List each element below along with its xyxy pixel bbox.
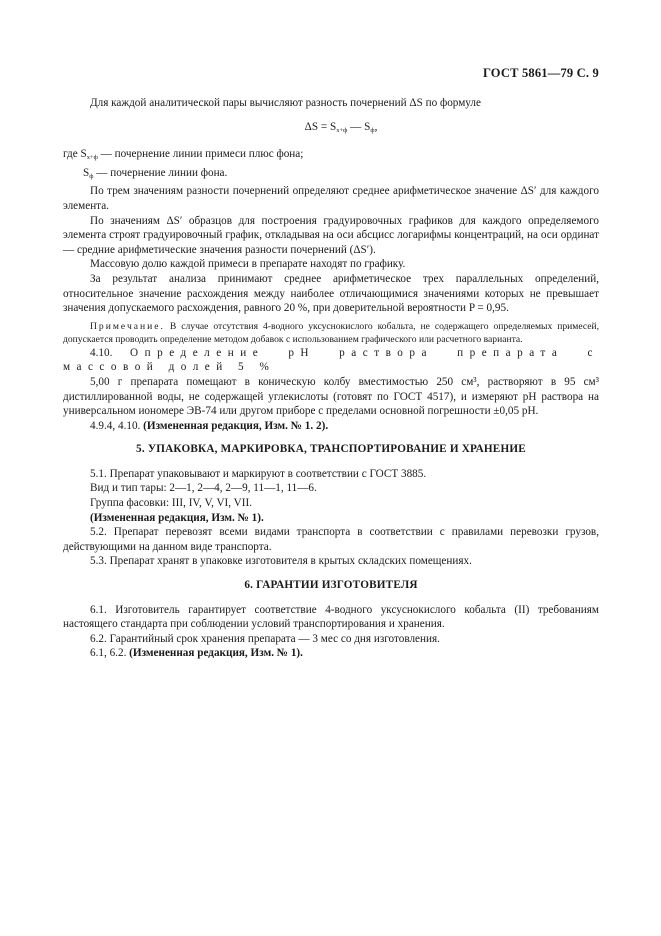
section-5-p6: 5.3. Препарат хранят в упаковке изготовителя в крытых складских помещениях.: [90, 555, 472, 568]
formula-sub2: ф: [370, 126, 375, 134]
paragraph-result: За результат анализа принимают среднее арифметическое трех параллельных определений, относительное значение расхождения между наиболее отличающимися значениями которых не превышает значения допускаемого расхождения, равного 20 %, при доверительной вероятности P = 0,95.: [63, 272, 599, 315]
formula: [63, 120, 599, 139]
paragraph-mass-fraction: Массовую долю каждой примеси в препарате находят по графику.: [90, 258, 406, 271]
section-6-heading: 6. ГАРАНТИИ ИЗГОТОВИТЕЛЯ: [244, 579, 418, 592]
where-line-2: $S_ф$ — почернение линии фона.: [83, 166, 228, 180]
formula-end: ,: [374, 120, 378, 133]
section-6-p1: 6.1. Изготовитель гарантирует соответствие 4-водного уксуснокислого кобальта (II) требованиям настоящего стандарта при соблюдении условий транспортирования и хранения.: [63, 603, 599, 631]
document-body: [63, 96, 599, 661]
item-410-body: 5,00 г препарата помещают в коническую колбу вместимостью 250 см³, растворяют в 95 см³ дистиллированной воды, не содержащей углекислоты (готовят по ГОСТ 4517), и измеряют pH раствора на универсальном иономере ЭВ-74 или другом приборе с пределами основной погрешности ±0,05 pH.: [63, 375, 599, 418]
section-5-heading: 5. УПАКОВКА, МАРКИРОВКА, ТРАНСПОРТИРОВАНИЕ И ХРАНЕНИЕ: [136, 443, 526, 456]
section-5-p3: Группа фасовки: III, IV, V, VI, VII.: [90, 497, 252, 510]
formula-mid: — S: [347, 120, 371, 133]
formula-sub1: x+ф: [336, 126, 348, 134]
section-6-p2: 6.2. Гарантийный срок хранения препарата — 3 мес со дня изготовления.: [90, 632, 440, 645]
section-5-p4: (Измененная редакция, Изм. № 1).: [90, 511, 264, 524]
note-text: В случае отсутствия 4-водного уксуснокислого кобальта, не содержащего определяемых примесей, допускается проводить определение методом добавок с использованием графического или расчетного варианта.: [63, 320, 599, 345]
where-line-1: где $S_{x+ф}$ — почернение линии примеси плюс фона;: [63, 148, 304, 162]
section-5-p2: Вид и тип тары: 2—1, 2—4, 2—9, 11—1, 11—6.: [90, 482, 317, 495]
page-header: ГОСТ 5861—79 С. 9: [482, 66, 599, 80]
section-5-p1: 5.1. Препарат упаковывают и маркируют в соответствии с ГОСТ 3885.: [90, 467, 427, 480]
note-label: Примечание.: [90, 320, 165, 332]
section-6-p3: 6.1, 6.2. (Измененная редакция, Изм. № 1).: [90, 647, 303, 660]
section-5-p5: 5.2. Препарат перевозят всеми видами транспорта в соответствии с правилами перевозки грузов, действующими на данном виде транспорта.: [63, 526, 599, 553]
item-410-title: 4.10. Определение pH раствора препарата с массовой долей 5 %: [63, 346, 600, 374]
intro-paragraph: Для каждой аналитической пары вычисляют разность почернений ΔS по формуле: [90, 97, 481, 109]
note-paragraph: [63, 320, 599, 346]
paragraph-calibration: По значениям ΔS′ образцов для построения градуировочных графиков для каждого определяемого элемента строят градуировочный график, откладывая на оси абсцисс логарифмы концентраций, на оси ординат — средние арифметические значения разности почернений (ΔS′).: [63, 214, 599, 256]
paragraph-average: По трем значениям разности почернений определяют среднее арифметическое значение ΔS′ для каждого элемента.: [63, 185, 599, 212]
formula-lhs: ΔS = S: [304, 120, 337, 133]
item-410-edit: 4.9.4, 4.10. (Измененная редакция, Изм. № 1. 2).: [90, 419, 329, 432]
